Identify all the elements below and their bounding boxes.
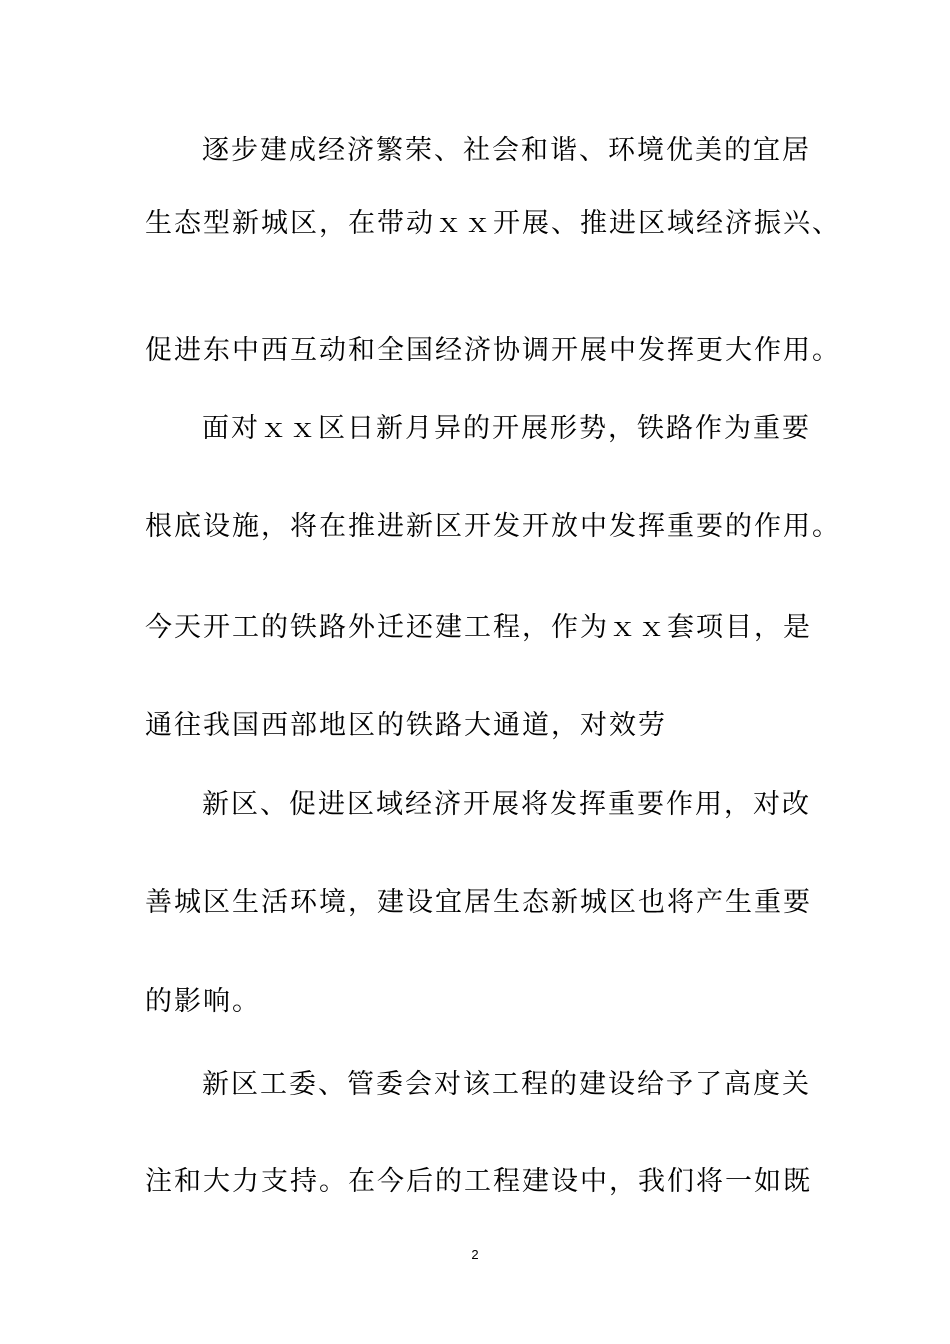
- text-line: 通往我国西部地区的铁路大通道，对效劳: [145, 710, 667, 741]
- text-line: 促进东中西互动和全国经济协调开展中发挥更大作用。: [145, 335, 841, 366]
- page-number: 2: [471, 1247, 479, 1262]
- text-line: 今天开工的铁路外迁还建工程，作为ｘｘ套项目，是: [145, 612, 812, 643]
- text-line: 善城区生活环境，建设宜居生态新城区也将产生重要: [145, 887, 812, 918]
- text-line: 逐步建成经济繁荣、社会和谐、环境优美的宜居: [202, 135, 811, 166]
- text-line: 生态型新城区，在带动ｘｘ开展、推进区域经济振兴、: [145, 208, 841, 239]
- text-line: 的影响。: [145, 986, 261, 1017]
- text-line: 根底设施，将在推进新区开发开放中发挥重要的作用。: [145, 511, 841, 542]
- text-line: 注和大力支持。在今后的工程建设中，我们将一如既: [145, 1166, 812, 1197]
- text-line: 新区工委、管委会对该工程的建设给予了高度关: [202, 1069, 811, 1100]
- text-line: 面对ｘｘ区日新月异的开展形势，铁路作为重要: [202, 413, 811, 444]
- text-line: 新区、促进区域经济开展将发挥重要作用，对改: [202, 789, 811, 820]
